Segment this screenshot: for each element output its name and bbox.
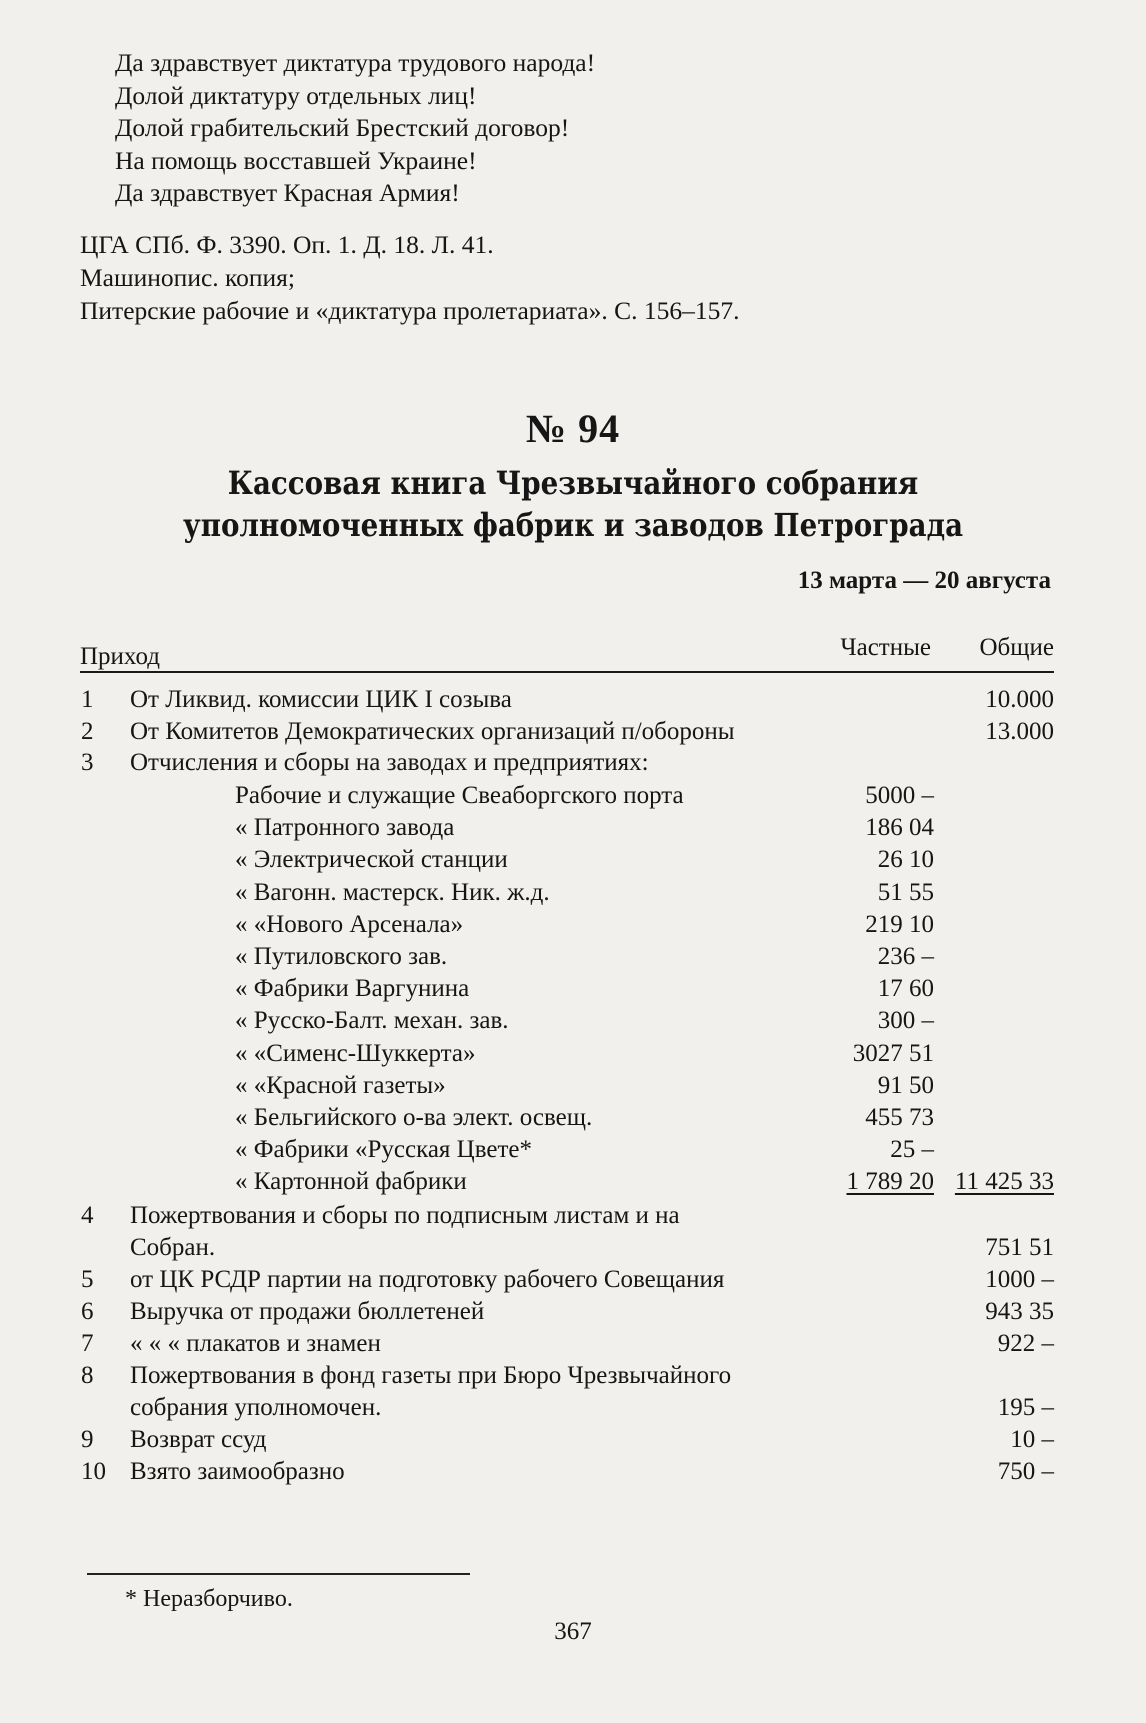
subrow-text: « Путиловского зав.	[235, 943, 448, 970]
row-text: От Ликвид. комиссии ЦИК I созыва	[130, 686, 512, 713]
row-text: от ЦК РСДР партии на подготовку рабочего Совещания	[130, 1266, 725, 1293]
subrow-text: « «Сименс-Шуккерта»	[235, 1039, 476, 1067]
subrow-text: « Бельгийского о-ва элект. освещ.	[235, 1104, 593, 1131]
column-header-private: Частные	[840, 634, 931, 661]
subrow-private-amount: 186 04	[865, 814, 934, 842]
table-row	[0, 1202, 1146, 1234]
table-subrow	[0, 1072, 1146, 1104]
subrow-text: « «Красной газеты»	[235, 1071, 446, 1099]
footnote: * Неразборчиво.	[125, 1586, 293, 1612]
table-row	[0, 1394, 1146, 1426]
table-subrow	[0, 782, 1146, 814]
row-total-amount: 922 –	[997, 1330, 1054, 1357]
table-subrow	[0, 943, 1146, 975]
table-row	[0, 1298, 1146, 1330]
column-header-total: Общие	[979, 634, 1054, 661]
row-number: 5	[81, 1266, 94, 1293]
subrow-text: « Фабрики Варгунина	[235, 975, 470, 1003]
row-text: собрания уполномочен.	[130, 1394, 382, 1421]
row-total-amount: 750 –	[997, 1458, 1054, 1485]
table-subrow	[0, 1136, 1146, 1168]
table-subrow	[0, 879, 1146, 911]
subrow-text: « Патронного завода	[235, 814, 455, 842]
document-number: № 94	[525, 406, 621, 451]
row-text: Выручка от продажи бюллетеней	[130, 1298, 485, 1325]
table-subrow	[0, 911, 1146, 943]
table-subrow	[0, 1007, 1146, 1039]
row-total-amount: 10.000	[985, 686, 1054, 713]
subrow-text: « «Нового Арсенала»	[235, 910, 464, 938]
footnote-rule	[87, 1573, 470, 1575]
source-line: Машинопис. копия;	[80, 263, 295, 292]
slogan-line: Да здравствует Красная Армия!	[115, 178, 460, 207]
subrow-total-amount: 11 425 33	[954, 1168, 1054, 1196]
row-total-amount: 13.000	[985, 718, 1054, 745]
slogan-line: На помощь восставшей Украине!	[115, 145, 477, 175]
table-row	[0, 686, 1146, 718]
subrow-text: « Русско-Балт. механ. зав.	[235, 1007, 509, 1035]
table-row	[0, 1426, 1146, 1458]
title-line: уполномоченных фабрик и заводов Петрограда	[182, 507, 964, 544]
table-row	[0, 718, 1146, 750]
table-header-rule	[80, 671, 1054, 673]
subrow-text: « Фабрики «Русская Цвете*	[235, 1136, 533, 1164]
row-text: От Комитетов Демократических организаций п/обороны	[130, 718, 735, 745]
row-total-amount: 195 –	[997, 1394, 1054, 1421]
document-dates: 13 марта — 20 августа	[797, 567, 1051, 594]
row-text: Пожертвования и сборы по подписным листам и на	[130, 1202, 680, 1229]
table-subrow	[0, 975, 1146, 1007]
source-line: Питерские рабочие и «диктатура пролетариата». С. 156–157.	[80, 296, 740, 325]
row-text: Отчисления и сборы на заводах и предприятиях:	[130, 749, 649, 776]
row-text: Собран.	[130, 1234, 216, 1261]
table-subrow	[0, 846, 1146, 878]
subrow-text: Рабочие и служащие Свеаборгского порта	[235, 782, 684, 809]
slogan-line: Долой грабительский Брестский договор!	[115, 113, 570, 142]
source-line: ЦГА СПб. Ф. 3390. Оп. 1. Д. 18. Л. 41.	[80, 230, 494, 259]
row-number: 9	[81, 1426, 94, 1453]
section-label: Приход	[80, 643, 160, 670]
subrow-private-amount: 219 10	[865, 910, 934, 938]
subrow-private-amount: 236 –	[877, 943, 934, 970]
subrow-private-amount: 51 55	[877, 878, 934, 906]
row-total-amount: 943 35	[985, 1298, 1054, 1325]
subrow-private-amount: 5000 –	[865, 782, 934, 809]
subrow-private-amount: 455 73	[865, 1104, 934, 1131]
row-text: Возврат ссуд	[130, 1426, 267, 1453]
subrow-text: « Электрической станции	[235, 846, 508, 874]
subrow-text: « Вагонн. мастерск. Ник. ж.д.	[235, 878, 550, 906]
table-subrow	[0, 1040, 1146, 1072]
table-row	[0, 1266, 1146, 1298]
table-row	[0, 1234, 1146, 1266]
table-row	[0, 1330, 1146, 1362]
subrow-private-amount: 91 50	[877, 1071, 934, 1099]
subrow-private-amount: 3027 51	[852, 1039, 934, 1067]
row-number: 1	[81, 686, 94, 713]
row-total-amount: 10 –	[1010, 1426, 1054, 1453]
table-row	[0, 1458, 1146, 1490]
page-number: 367	[554, 1618, 592, 1645]
table-row	[0, 749, 1146, 781]
row-number: 6	[81, 1298, 94, 1325]
subrow-private-amount: 17 60	[877, 975, 934, 1003]
source-citation	[80, 228, 740, 327]
row-number: 10	[81, 1458, 106, 1485]
table-subrow	[0, 1104, 1146, 1136]
row-number: 4	[81, 1202, 94, 1229]
subrow-private-amount: 1 789 20	[846, 1168, 934, 1196]
document-title	[139, 463, 1007, 547]
table-subrow	[0, 814, 1146, 846]
subrow-text: « Картонной фабрики	[235, 1168, 467, 1196]
row-number: 7	[81, 1330, 94, 1357]
slogan-line: Да здравствует диктатура трудового народа!	[115, 48, 596, 77]
row-number: 2	[81, 718, 94, 745]
subrow-private-amount: 26 10	[877, 846, 934, 874]
title-line: Кассовая книга Чрезвычайного собрания	[227, 465, 919, 502]
table-subrow	[0, 1168, 1146, 1200]
subrow-private-amount: 300 –	[877, 1007, 934, 1035]
row-total-amount: 751 51	[985, 1234, 1054, 1261]
table-row	[0, 1362, 1146, 1394]
row-number: 8	[81, 1362, 94, 1389]
subrow-private-amount: 25 –	[890, 1136, 934, 1164]
table-header	[80, 634, 1054, 670]
row-text: « « « плакатов и знамен	[130, 1330, 381, 1357]
row-text: Пожертвования в фонд газеты при Бюро Чрезвычайного	[130, 1362, 732, 1389]
slogan-line: Долой диктатуру отдельных лиц!	[115, 80, 477, 110]
slogans-block	[115, 47, 595, 210]
row-text: Взято заимообразно	[130, 1458, 345, 1485]
row-number: 3	[81, 749, 94, 776]
row-total-amount: 1000 –	[985, 1266, 1054, 1293]
